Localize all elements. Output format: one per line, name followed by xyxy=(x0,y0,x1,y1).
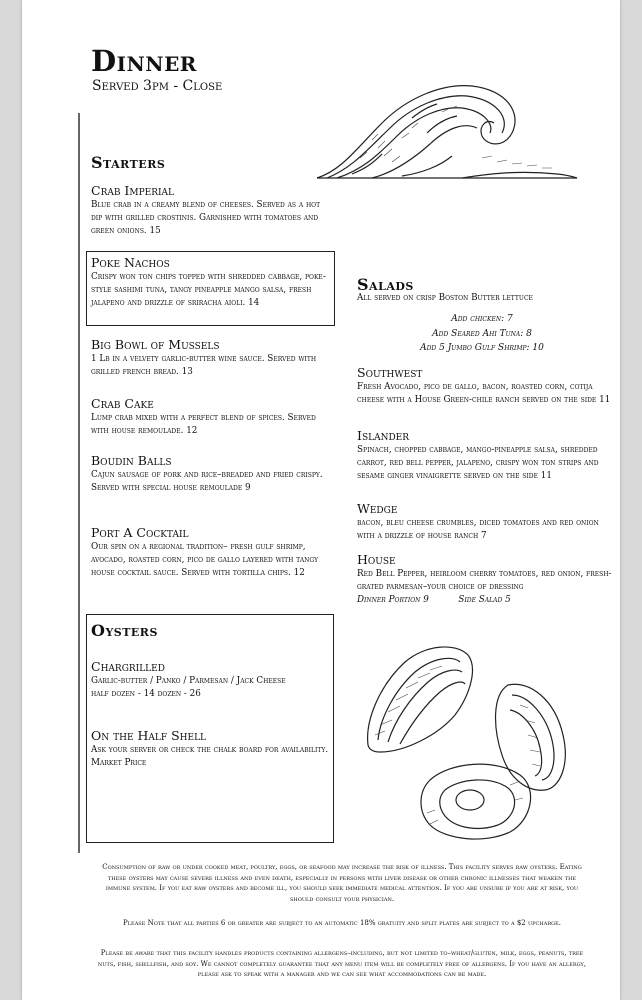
item-price: 7 xyxy=(481,531,487,541)
item-name: Port A Cocktail xyxy=(91,525,189,540)
item-price: 11 xyxy=(540,471,552,481)
salad-addons xyxy=(367,312,597,356)
item-price: 14 xyxy=(248,298,260,308)
item-name: Boudin Balls xyxy=(91,453,172,468)
gratuity-note: Please Note that all parties 6 or greater are subject to an automatic 18% gratuity and split plates are subject to a $2 upcharge. xyxy=(123,919,561,927)
item-description: 1 Lb in a velvety garlic-butter wine sauce. Served with grilled french bread. xyxy=(91,354,317,377)
oyster-shells-illustration xyxy=(360,640,570,845)
item-name: Islander xyxy=(357,428,410,443)
service-hours: Served 3pm - Close xyxy=(92,78,223,94)
starter-item xyxy=(91,454,331,495)
addon-item: Add 5 Jumbo Gulf Shrimp: 10 xyxy=(420,343,544,353)
dinner-portion: Dinner Portion 9 xyxy=(357,595,429,605)
item-description: Ask your server or check the chalk board for availability. Market Price xyxy=(91,745,329,768)
item-description: Cajun sausage of pork and rice–breaded and fried crispy. Served with special house remoulade xyxy=(91,470,323,493)
item-name: Poke Nachos xyxy=(91,255,170,270)
item-description: Garlic-butter / Panko / Parmesan / Jack Cheese xyxy=(91,676,286,686)
side-salad: Side Salad 5 xyxy=(458,595,511,605)
item-name: Southwest xyxy=(357,365,423,380)
menu-page xyxy=(22,0,620,1000)
item-description: Crispy won ton chips topped with shredded cabbage, poke-style sashimi tuna, tangy pineapple mango salsa, fresh jalapeno and drizzle of sriracha aioli. xyxy=(91,272,326,308)
salad-item xyxy=(357,502,619,543)
item-description: Blue crab in a creamy blend of cheeses. Served as a hot dip with grilled crostinis. Garnished with tomatoes and green onions. xyxy=(91,200,321,236)
item-price: 12 xyxy=(186,426,198,436)
item-price: 13 xyxy=(181,367,193,377)
oyster-item xyxy=(91,660,329,701)
starter-item xyxy=(91,184,331,238)
item-name: Chargrilled xyxy=(91,659,165,674)
item-price: 12 xyxy=(293,568,305,578)
item-name: Crab Cake xyxy=(91,396,154,411)
starter-item xyxy=(91,338,331,379)
item-price: 11 xyxy=(599,395,611,405)
item-price: 15 xyxy=(149,226,161,236)
salad-item xyxy=(357,429,615,483)
oysters-heading: Oysters xyxy=(91,621,158,640)
salads-note: All served on crisp Boston Butter lettuce xyxy=(357,293,533,303)
addon-item: Add chicken: 7 xyxy=(451,314,513,324)
salad-item xyxy=(357,366,615,407)
item-prices: half dozen - 14 dozen - 26 xyxy=(91,689,201,699)
item-price: 9 xyxy=(245,483,251,493)
item-name: House xyxy=(357,552,396,567)
starter-item xyxy=(91,256,331,310)
item-name: Big Bowl of Mussels xyxy=(91,337,220,352)
salads-heading: Salads xyxy=(357,275,414,294)
item-name: On the Half Shell xyxy=(91,728,207,743)
wave-illustration xyxy=(312,78,582,188)
item-description: Our spin on a regional tradition– fresh gulf shrimp, avocado, roasted corn, pico de gallo layered with tangy house cocktail sauce. Served with tortilla chips. xyxy=(91,542,319,578)
item-description: bacon, bleu cheese crumbles, diced tomatoes and red onion with a drizzle of house ranch xyxy=(357,518,599,541)
starter-item xyxy=(91,397,331,438)
allergen-notice: Please be aware that this facility handles products containing allergens–including, but not limited to–wheat/gluten, milk, eggs, peanuts, tree nuts, fish, shellfish, and soy. We cannot completely guarantee that any menu item will be completely free of allergens. If you have an allergy, please ask to speak with a manager and we can see what accommodations can be made. xyxy=(97,949,587,978)
raw-food-warning: Consumption of raw or under cooked meat, poultry, eggs, or seafood may increase the risk of illness. This facility serves raw oysters. Eating these oysters may cause severe illness and even death, especially in persons with liver disease or other chronic illnesses that weaken the immune system. If you eat raw oysters and become ill, you should seek immediate medical attention. If you are unsure if you are at risk, you should consult your physician. xyxy=(102,863,582,903)
item-description: Spinach, chopped cabbage, mango-pineapple salsa, shredded carrot, red bell pepper, jalapeno, crispy won ton strips and sesame ginger vinaigrette served on the side xyxy=(357,445,599,481)
item-description: Red Bell Pepper, heirloom cherry tomatoes, red onion, fresh-grated parmesan–your choice of dressing xyxy=(357,569,612,592)
oyster-item xyxy=(91,729,329,770)
item-name: Wedge xyxy=(357,501,398,516)
item-name: Crab Imperial xyxy=(91,183,175,198)
item-description: Fresh Avocado, pico de gallo, bacon, roasted corn, cotija cheese with a House Green-chile ranch served on the side xyxy=(357,382,597,405)
divider-line xyxy=(78,113,80,853)
starters-heading: Starters xyxy=(91,153,166,172)
page-title: Dinner xyxy=(91,44,197,78)
starter-item xyxy=(91,526,331,580)
addon-item: Add Seared Ahi Tuna: 8 xyxy=(432,328,532,339)
salad-item xyxy=(357,553,615,607)
item-description: Lump crab mixed with a perfect blend of spices. Served with house remoulade. xyxy=(91,413,316,436)
